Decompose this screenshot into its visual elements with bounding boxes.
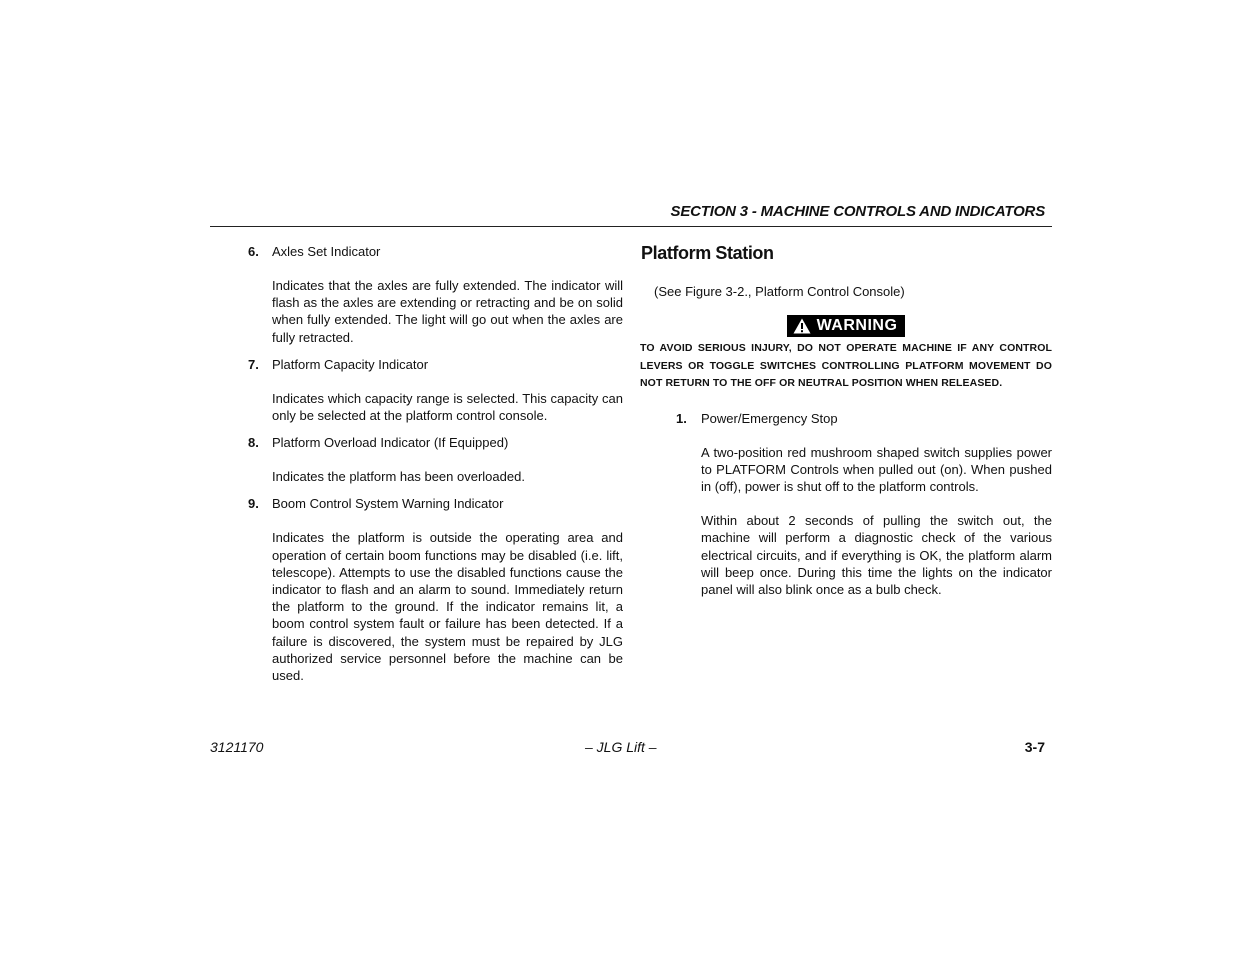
warning-triangle-icon xyxy=(793,318,811,334)
item-description: Indicates the platform is outside the operating area and operation of certain boom functions may be disabled (i.e. lift, telescope). Attempts to use the disabled functions cause the indicator to flash and an alarm to sound. Immediately return the platform to the ground. If the indicator remains lit, a boom control system fault or failure has been detected. If a failure is discovered, the system must be repaired by JLG authorized service personnel before the machine can be used. xyxy=(272,530,623,684)
footer-page-number: 3-7 xyxy=(1024,739,1045,755)
figure-reference: (See Figure 3-2., Platform Control Console) xyxy=(654,284,905,299)
section-header-title: SECTION 3 - MACHINE CONTROLS AND INDICATORS xyxy=(670,203,1045,220)
warning-badge xyxy=(787,315,906,337)
list-item xyxy=(210,495,623,684)
item-title: Platform Overload Indicator (If Equipped) xyxy=(272,435,509,451)
item-title: Boom Control System Warning Indicator xyxy=(272,496,504,512)
warning-text: TO AVOID SERIOUS INJURY, DO NOT OPERATE MACHINE IF ANY CONTROL LEVERS OR TOGGLE SWITCHES CONTROLLING PLATFORM MOVEMENT DO NOT RETURN TO THE OFF OR NEUTRAL POSITION WHEN RELEASED. xyxy=(640,342,1052,389)
item-description: Indicates which capacity range is selected. This capacity can only be selected at the platform control console. xyxy=(272,390,623,424)
section-heading: Platform Station xyxy=(641,243,774,263)
warning-banner xyxy=(640,315,1052,337)
warning-label: WARNING xyxy=(816,317,898,334)
item-number: 1. xyxy=(676,410,687,426)
list-item xyxy=(210,356,623,424)
footer-center-text: – JLG Lift – xyxy=(585,739,657,755)
item-description: Within about 2 seconds of pulling the switch out, the machine will perform a diagnostic check of the various electrical circuits, and if everything is OK, the platform alarm will beep once. During this time the lights on the indicator panel will also blink once as a bulb check. xyxy=(701,513,1052,597)
list-item xyxy=(210,434,623,485)
item-description: Indicates the platform has been overloaded. xyxy=(272,469,525,485)
item-number: 8. xyxy=(248,435,259,451)
left-column xyxy=(210,243,623,684)
item-number: 7. xyxy=(248,356,259,372)
item-title: Power/Emergency Stop xyxy=(701,410,838,426)
item-number: 9. xyxy=(248,496,259,512)
list-item xyxy=(640,410,1052,599)
footer-doc-number: 3121170 xyxy=(210,739,264,755)
item-description: Indicates that the axles are fully extended. The indicator will flash as the axles are extending or retracting and be on solid when fully extended. The light will go out when the axles are fully retracted. xyxy=(272,278,623,345)
item-number: 6. xyxy=(248,244,259,259)
header-divider xyxy=(210,226,1052,227)
item-title: Platform Capacity Indicator xyxy=(272,356,429,372)
right-column xyxy=(640,243,1052,598)
item-title: Axles Set Indicator xyxy=(272,244,381,259)
list-item xyxy=(210,243,623,346)
item-description: A two-position red mushroom shaped switch supplies power to PLATFORM Controls when pulled out (on). When pushed in (off), power is shut off to the platform controls. xyxy=(701,444,1052,494)
